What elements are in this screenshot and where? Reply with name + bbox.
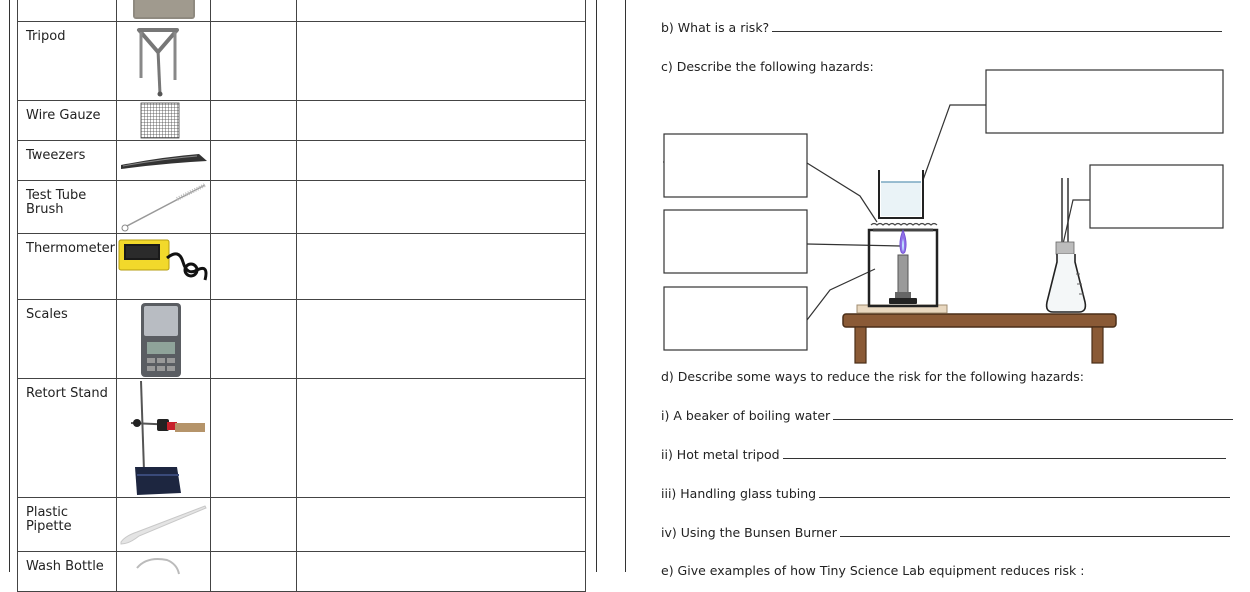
table-cell: [211, 181, 297, 234]
question-text: iii) Handling glass tubing: [661, 486, 817, 501]
equipment-name: Tweezers: [18, 141, 117, 181]
answer-line[interactable]: [819, 497, 1230, 498]
equipment-name: Thermometer: [18, 234, 117, 300]
hazard-diagram: [655, 62, 1230, 367]
label-box: [986, 70, 1223, 133]
equipment-name: Retort Stand: [18, 379, 117, 498]
table-row: [18, 379, 586, 498]
question-e: e) Give examples of how Tiny Science Lab equipment reduces risk :: [661, 563, 1085, 578]
table-cell: [297, 101, 586, 141]
answer-line[interactable]: [783, 458, 1226, 459]
table-row: [18, 300, 586, 379]
retort-stand-icon: [117, 379, 211, 498]
test-tube-brush-icon: [117, 181, 211, 234]
page-border: [9, 0, 10, 572]
question-b: [661, 20, 1222, 35]
answer-line[interactable]: [772, 31, 1222, 32]
question-text: iv) Using the Bunsen Burner: [661, 525, 837, 540]
label-box: [664, 210, 807, 273]
table-row: [18, 141, 586, 181]
label-box: [664, 287, 807, 350]
tweezers-icon: [117, 141, 211, 181]
table-cell: [297, 22, 586, 101]
table-cell: [297, 0, 586, 22]
table-cell: [211, 101, 297, 141]
table-cell: [297, 379, 586, 498]
equipment-name: Test Tube Brush: [18, 181, 117, 234]
equipment-name: [18, 0, 117, 22]
equipment-name: Tripod: [18, 22, 117, 101]
table-row: [18, 181, 586, 234]
table-cell: [211, 22, 297, 101]
label-box: [664, 134, 807, 197]
conical-flask-icon: [1047, 178, 1086, 312]
question-d-iii: [661, 486, 1230, 501]
wire-gauze-icon: [117, 101, 211, 141]
question-d-i: [661, 408, 1233, 423]
table-row: [18, 234, 586, 300]
answer-line[interactable]: [840, 536, 1230, 537]
equipment-page: [0, 0, 598, 572]
equipment-name: Plastic Pipette: [18, 498, 117, 552]
page-border: [596, 0, 597, 572]
equipment-name: Wire Gauze: [18, 101, 117, 141]
question-d: d) Describe some ways to reduce the risk for the following hazards:: [661, 369, 1084, 384]
table-row: [18, 498, 586, 552]
table-cell: [297, 141, 586, 181]
digital-scales-icon: [117, 300, 211, 379]
answer-line[interactable]: [833, 419, 1233, 420]
table-row: [18, 22, 586, 101]
table-cell: [211, 141, 297, 181]
digital-thermometer-icon: [117, 234, 211, 300]
table-cell: [211, 234, 297, 300]
question-d-iv: [661, 525, 1230, 540]
page-border: [625, 0, 626, 572]
table-cell: [297, 300, 586, 379]
table-cell: [297, 498, 586, 552]
table-cell: [211, 498, 297, 552]
table-cell: [211, 379, 297, 498]
table-cell: [297, 234, 586, 300]
equipment-name: Wash Bottle: [18, 552, 117, 592]
question-c: c) Describe the following hazards:: [661, 59, 874, 74]
question-text: ii) Hot metal tripod: [661, 447, 780, 462]
lab-bench-icon: [843, 314, 1116, 363]
question-d-ii: [661, 447, 1226, 462]
table-cell: [297, 181, 586, 234]
beaker-icon: [879, 170, 923, 218]
table-row: [18, 0, 586, 22]
label-box: [1090, 165, 1223, 228]
plastic-pipette-icon: [117, 498, 211, 552]
table-row: [18, 101, 586, 141]
bunsen-burner-icon: [889, 230, 917, 304]
tripod-icon: [117, 22, 211, 101]
equipment-table: [17, 0, 586, 592]
question-text: b) What is a risk?: [661, 20, 770, 35]
table-cell: [211, 300, 297, 379]
heat-mat-icon: [117, 0, 211, 22]
question-text: i) A beaker of boiling water: [661, 408, 831, 423]
table-cell: [211, 0, 297, 22]
equipment-name: Scales: [18, 300, 117, 379]
